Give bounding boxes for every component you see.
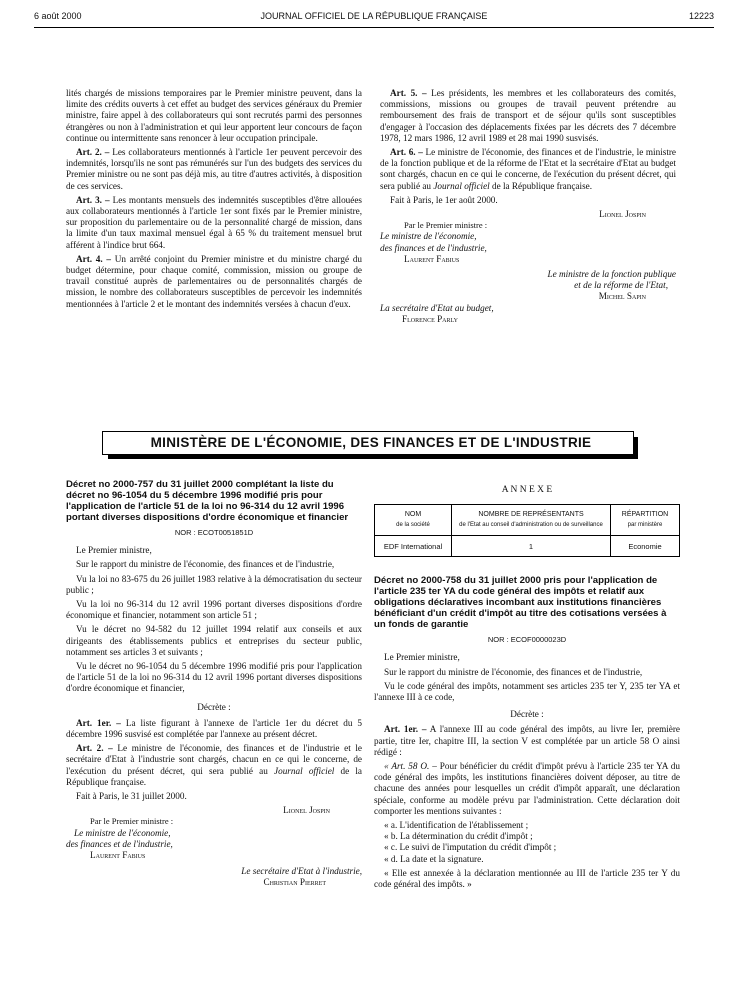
annex-title: A N N E X E bbox=[501, 485, 553, 495]
article-58-o: « Art. 58 O. – Pour bénéficier du crédit d'impôt prévu à l'article 235 ter YA du code général des impôts, les institutions financières doivent déposer, au titre de chacune des années pour lesquelles un crédit d'impôt apparaît, une déclaration spéciale, conforme au modèle prévu par l'administration. Cette déclaration doit comporter les mentions suivantes : bbox=[374, 761, 680, 816]
top-left-column bbox=[66, 88, 362, 313]
article-1: Art. 1er. – La liste figurant à l'annexe de l'article 1er du décret du 5 décembre 1996 susvisé est complétée par l'annexe au présent décret. bbox=[66, 717, 362, 740]
annex-cell-count: 1 bbox=[452, 536, 611, 557]
annex-col-name: NOM de la société bbox=[375, 505, 452, 536]
min-eco-title-2: des finances et de l'industrie, bbox=[66, 838, 173, 849]
header-page-number: 12223 bbox=[688, 11, 714, 21]
header-title: JOURNAL OFFICIEL DE LA RÉPUBLIQUE FRANÇAISE bbox=[260, 11, 488, 21]
sec-budget-name: Florence Parly bbox=[402, 313, 458, 324]
list-item: « c. Le suivi de l'imputation du crédit d'impôt ; bbox=[384, 842, 557, 853]
header-rule bbox=[34, 27, 714, 28]
annex-header-row bbox=[375, 505, 680, 536]
decree-758-nor: NOR : ECOF0000023D bbox=[487, 635, 567, 645]
annex-table bbox=[374, 504, 680, 557]
min-eco-name: Laurent Fabius bbox=[90, 850, 146, 861]
signature-pm: Lionel Jospin bbox=[283, 805, 330, 816]
article-2: Art. 2. – Le ministre de l'économie, des finances et de l'industrie et le secrétaire d'Etat à l'industrie sont chargés, chacun en ce qui le concerne, de l'exécution du présent décret, qui sera publié au Journal officiel de la République française. bbox=[66, 743, 363, 787]
sec-budget-title: La secrétaire d'Etat au budget, bbox=[380, 302, 494, 313]
min-fp-name: Michel Sapin bbox=[598, 291, 646, 302]
article-3: Art. 3. – Les montants mensuels des indemnités susceptibles d'être allouées aux collaborateurs mentionnés à l'article 1er sont fixés par le Premier ministre, sur proposition du parlementaire ou de la personnalité chargé de mission, dans la limite d'un taux maximal mensuel égal à 65 % du traitement mensuel brut afférent à l'indice brut 664. bbox=[66, 194, 363, 250]
list-item: « a. L'identification de l'établissement ; bbox=[384, 820, 529, 831]
article-1: Art. 1er. – A l'annexe III au code général des impôts, au livre Ier, première partie, titre Ier, chapitre III, la section V est complétée par un article 58 O ainsi rédigé : bbox=[374, 724, 680, 757]
min-eco-title-1: Le ministre de l'économie, bbox=[74, 827, 171, 838]
by-pm: Par le Premier ministre : bbox=[404, 220, 488, 231]
ministry-banner bbox=[102, 431, 640, 461]
paragraph: Vu la loi no 96-314 du 12 avril 1996 portant diverses dispositions d'ordre économique et financier, notamment son article 51 ; bbox=[66, 599, 362, 621]
banner-title: MINISTÈRE DE L'ÉCONOMIE, DES FINANCES ET DE L'INDUSTRIE bbox=[150, 435, 592, 450]
decree-757-title: Décret no 2000-757 du 31 juillet 2000 complétant la liste du décret no 96-1054 du 5 décembre 1996 modifié pris pour l'application de l'article 51 de la loi no 96-314 du 12 avril 1996 portant diverses dispositions d'ordre économique et financier bbox=[66, 479, 349, 523]
annex-cell-ministry: Economie bbox=[611, 536, 680, 557]
article-4: Art. 4. – Un arrêté conjoint du Premier ministre et du ministre chargé du budget détermine, pour chaque comité, commission, mission ou groupe de travail constitué auprès de parlementaires ou de personnalités chargés de mission, le nombre des collaborateurs susceptibles de percevoir les indemnités mentionnées à l'article 2 et le montant des indemnités versées à chacun d'eux. bbox=[66, 253, 363, 309]
header-date: 6 août 2000 bbox=[34, 11, 82, 21]
article-6: Art. 6. – Le ministre de l'économie, des finances et de l'industrie, le ministre de la fonction publique et de la réforme de l'Etat et la secrétaire d'Etat au budget sont chargés, chacun en ce qui le concerne, de l'exécution du présent décret, qui sera publié au Journal officiel de la République française. bbox=[380, 147, 677, 191]
annex-col-ministry: RÉPARTITION par ministère bbox=[611, 505, 680, 536]
sec-ind-name: Christian Pierret bbox=[263, 877, 326, 888]
paragraph: Vu le décret no 94-582 du 12 juillet 1994 relatif aux conseils et aux dirigeants des établissements publics et entreprises du secteur public, notamment ses articles 3 et suivants ; bbox=[66, 624, 362, 657]
min-eco-name: Laurent Fabius bbox=[404, 253, 460, 264]
table-row bbox=[375, 536, 680, 557]
list-item: « d. La date et la signature. bbox=[384, 853, 484, 864]
decrete: Décrète : bbox=[510, 709, 544, 720]
by-pm: Par le Premier ministre : bbox=[90, 816, 174, 827]
signature-pm: Lionel Jospin bbox=[599, 209, 646, 220]
decree-757-nor: NOR : ECOT0051851D bbox=[174, 528, 254, 537]
decree-758-title: Décret no 2000-758 du 31 juillet 2000 pris pour l'application de l'article 235 ter YA du code général des impôts et relatif aux obligations déclaratives incombant aux institutions financières bénéficiant d'un crédit d'impôt au titre des cotisations versées à un fonds de garantie bbox=[374, 575, 667, 631]
paragraph: Sur le rapport du ministre de l'économie, des finances et de l'industrie, bbox=[384, 666, 643, 677]
min-fp-title-2: et de la réforme de l'Etat, bbox=[574, 280, 668, 291]
page-header bbox=[0, 0, 748, 30]
decree-757 bbox=[66, 479, 362, 889]
article-2: Art. 2. – Les collaborateurs mentionnés à l'article 1er peuvent percevoir des indemnités, lorsqu'ils ne sont pas rémunérés sur l'un des budgets des services du Premier ministre ou ne sont pas déjà mis, au titre d'autres activités, à disposition de ces services. bbox=[66, 147, 362, 191]
paragraph: Sur le rapport du ministre de l'économie, des finances et de l'industrie, bbox=[76, 559, 335, 570]
min-eco-title-1: Le ministre de l'économie, bbox=[380, 231, 477, 242]
paragraph: lités chargés de missions temporaires par le Premier ministre peuvent, dans la limite des crédits ouverts à cet effet au budget des services généraux du Premier ministre, faire appel à des collaborateurs qui sont recrutés parmi des personnes étrangères ou non à l'administration et qui leur apportent leur concours de façon continue ou intermittente sans renoncer à leur occupation principale. bbox=[66, 88, 362, 143]
annex-cell-name: EDF International bbox=[375, 536, 452, 557]
paragraph: Le Premier ministre, bbox=[384, 652, 460, 663]
place-date: Fait à Paris, le 1er août 2000. bbox=[390, 194, 498, 205]
min-eco-title-2: des finances et de l'industrie, bbox=[380, 242, 487, 253]
annex-and-decree-758 bbox=[374, 485, 680, 893]
paragraph: Vu la loi no 83-675 du 26 juillet 1983 relative à la démocratisation du secteur public ; bbox=[66, 573, 362, 595]
decrete: Décrète : bbox=[197, 701, 231, 712]
list-item: « b. La détermination du crédit d'impôt ; bbox=[384, 831, 533, 842]
sec-ind-title: Le secrétaire d'Etat à l'industrie, bbox=[241, 866, 362, 877]
top-right-column bbox=[380, 88, 676, 325]
paragraph: Le Premier ministre, bbox=[76, 545, 152, 556]
paragraph: « Elle est annexée à la déclaration mentionnée au III de l'article 235 ter Y du code général des impôts. » bbox=[374, 867, 680, 890]
min-fp-title-1: Le ministre de la fonction publique bbox=[547, 269, 676, 280]
article-5: Art. 5. – Les présidents, les membres et les collaborateurs des comités, commissions, missions ou groupes de travail peuvent prétendre au remboursement des frais de transport et de séjour qu'ils sont susceptibles d'engager à l'occasion des déplacements fixées par les décrets des 7 décembre 1978, 12 mars 1986, 12 avril 1989 et 28 mai 1990 susvisés. bbox=[380, 88, 677, 143]
paragraph: Vu le code général des impôts, notamment ses articles 235 ter Y, 235 ter YA et l'annexe III à ce code, bbox=[374, 680, 680, 703]
annex-col-count: NOMBRE DE REPRÉSENTANTS de l'Etat au conseil d'administration ou de surveillance bbox=[452, 505, 611, 536]
place-date: Fait à Paris, le 31 juillet 2000. bbox=[76, 791, 187, 802]
paragraph: Vu le décret no 96-1054 du 5 décembre 1996 modifié pris pour l'application de l'article 51 de la loi no 96-314 du 12 avril 1996 portant diverses dispositions d'ordre économique et financier, bbox=[66, 661, 362, 694]
